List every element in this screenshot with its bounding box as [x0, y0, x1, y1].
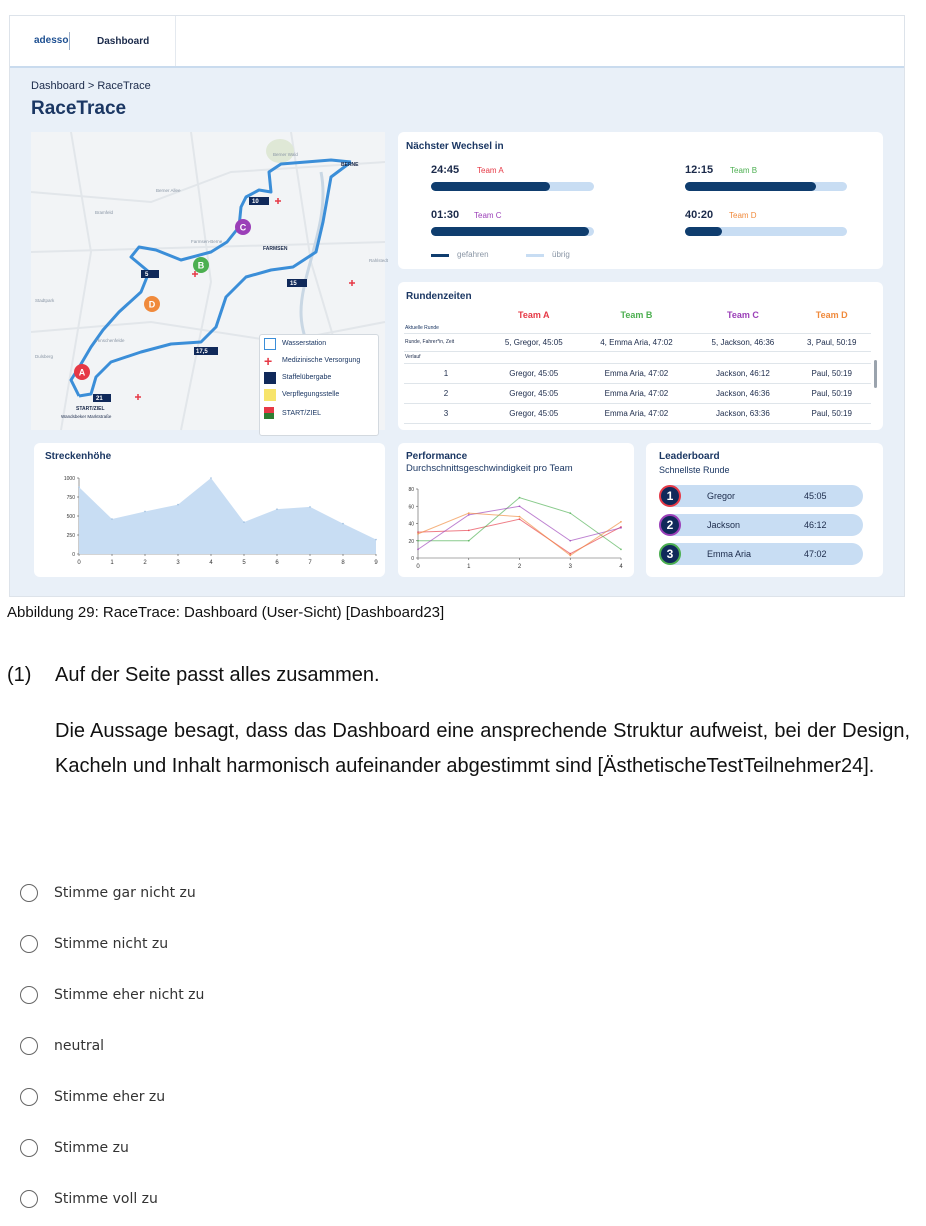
option-stimme-gar-nicht-zu[interactable]: [20, 882, 320, 906]
y-tick-label: 60: [408, 504, 414, 511]
question-number: (1): [7, 664, 32, 686]
breadcrumb[interactable]: Dashboard > RaceTrace: [31, 80, 151, 92]
leaderboard-time: 47:02: [804, 549, 827, 559]
leaderboard-entry-3[interactable]: [659, 543, 863, 565]
label-berne: BERNE: [341, 162, 359, 168]
y-tick-label: 250: [66, 533, 75, 539]
tab-dashboard-label: Dashboard: [97, 36, 150, 47]
question-text: Auf der Seite passt alles zusammen.: [55, 664, 380, 686]
series-point-2: [620, 527, 622, 529]
option-stimme-voll-zu[interactable]: [20, 1188, 320, 1212]
series-point-2: [519, 505, 521, 507]
lap-times-table: [404, 306, 871, 424]
lap-times-card: [398, 282, 883, 430]
x-tick-label: 0: [77, 560, 81, 566]
x-tick-label: 7: [308, 560, 312, 566]
series-line-0: [418, 519, 621, 554]
x-tick-label: 6: [275, 560, 279, 566]
progress-bar-fill: [685, 182, 816, 191]
adesso-logo: adesso: [34, 35, 69, 46]
x-tick-label: 2: [143, 560, 147, 566]
route-map-card[interactable]: [31, 132, 389, 430]
option-label: Stimme voll zu: [54, 1191, 158, 1207]
series-point-2: [417, 548, 419, 550]
radio-button[interactable]: [20, 1037, 38, 1055]
medical-icon: +: [264, 353, 273, 369]
option-neutral[interactable]: [20, 1035, 320, 1059]
lap-table-header-row: [404, 306, 871, 324]
start-finish-flag-icon: [264, 407, 274, 419]
progress-bar-team-b: [685, 182, 847, 191]
elevation-point: [375, 539, 377, 541]
y-tick-label: 20: [408, 538, 414, 545]
current-lap-row: Runde, Fahrer*in, Zeit 5, Gregor, 45:05 4, Emma Aria, 47:02 5, Jackson, 46:36 3, Paul, 50:19: [404, 333, 871, 351]
series-point-3: [417, 533, 419, 535]
x-tick-label: 4: [619, 564, 623, 570]
label-start-ziel: START/ZIEL: [76, 406, 105, 412]
next-change-card: Nächster Wechsel in 24:45 Team A 12:15 Team B 01:30 Team C 40:20 Team D gefahren übrig: [398, 132, 883, 269]
checkpoint-c: C: [239, 222, 247, 233]
option-label: Stimme eher zu: [54, 1089, 166, 1105]
dashboard-screenshot: [9, 15, 905, 597]
elevation-point: [144, 511, 146, 513]
header-team-d: Team D: [815, 310, 848, 320]
performance-card: [398, 443, 634, 577]
marker-17-5: 17,5: [196, 349, 208, 355]
progress-bar-fill: [431, 182, 550, 191]
elevation-point: [78, 486, 80, 488]
option-stimme-zu[interactable]: [20, 1137, 320, 1161]
question-explanation: Die Aussage besagt, dass das Dashboard eine ansprechende Struktur aufweist, bei der Design, Kacheln und Inhalt harmonisch aufeinander abgestimmt sind [ÄsthetischeTestTeilnehmer24].: [55, 720, 910, 777]
header-team-b: Team B: [620, 310, 653, 320]
legend-start-finish: START/ZIEL: [282, 410, 322, 417]
x-tick-label: 4: [209, 560, 213, 566]
y-tick-label: 1000: [63, 476, 75, 482]
x-tick-label: 3: [568, 564, 572, 570]
radio-button[interactable]: [20, 1190, 38, 1208]
checkpoint-b: B: [197, 260, 205, 271]
progress-bar-team-c: [431, 227, 594, 236]
elevation-chart: [34, 443, 385, 577]
place-hinschenfelde: Hinschenfelde: [96, 338, 125, 343]
legend-food: Verpflegungsstelle: [282, 391, 340, 398]
next-change-title: Nächster Wechsel in: [406, 141, 504, 152]
marker-15: 15: [290, 281, 297, 287]
radio-button[interactable]: [20, 935, 38, 953]
x-tick-label: 8: [341, 560, 345, 566]
series-point-3: [519, 516, 521, 518]
table-row: 1 Gregor, 45:05 Emma Aria, 47:02 Jackson, 46:12 Paul, 50:19: [404, 363, 871, 383]
elevation-point: [309, 506, 311, 508]
elevation-point: [276, 508, 278, 510]
series-point-1: [417, 540, 419, 542]
lap-table-scrollbar[interactable]: [874, 360, 877, 388]
current-lap-label: Aktuelle Runde: [405, 325, 439, 332]
option-label: Stimme zu: [54, 1140, 129, 1156]
series-point-1: [569, 512, 571, 514]
progress-bar-team-d: [685, 227, 847, 236]
radio-button[interactable]: [20, 884, 38, 902]
legend-medical: Medizinische Versorgung: [282, 357, 361, 364]
y-tick-label: 40: [408, 521, 414, 528]
leaderboard-name: Jackson: [707, 520, 741, 530]
progress-bar-team-a: [431, 182, 594, 191]
elevation-point: [342, 523, 344, 525]
series-point-3: [620, 521, 622, 523]
elevation-point: [243, 521, 245, 523]
leaderboard-title: Leaderboard: [659, 451, 720, 462]
series-point-1: [468, 540, 470, 542]
progress-bar-fill: [431, 227, 589, 236]
x-tick-label: 2: [517, 564, 522, 570]
option-stimme-eher-nicht-zu[interactable]: [20, 984, 320, 1008]
elevation-card: [34, 443, 385, 577]
series-point-0: [417, 531, 419, 533]
history-label: Verlauf: [405, 354, 421, 360]
header-team-c: Team C: [726, 310, 759, 320]
series-point-2: [468, 514, 470, 516]
leaderboard-subtitle: Schnellste Runde: [659, 465, 730, 475]
leaderboard-name: Emma Aria: [707, 549, 752, 559]
place-dulsberg: Dulsberg: [35, 354, 54, 359]
checkpoint-a: A: [78, 367, 86, 378]
logo-divider: [69, 32, 70, 50]
option-label: Stimme nicht zu: [54, 936, 169, 952]
y-tick-label: 750: [66, 495, 75, 501]
leaderboard-card: [646, 443, 883, 577]
radio-button[interactable]: [20, 1139, 38, 1157]
radio-button[interactable]: [20, 1088, 38, 1106]
y-tick-label: 80: [408, 487, 414, 493]
performance-title: Performance: [406, 451, 468, 462]
x-tick-label: 3: [176, 560, 180, 566]
marker-5: 5: [145, 272, 149, 278]
series-point-3: [569, 555, 571, 557]
option-label: neutral: [54, 1038, 105, 1054]
leaderboard-entry-1[interactable]: [659, 485, 863, 507]
rank-badge: 3: [659, 543, 681, 565]
radio-button[interactable]: [20, 986, 38, 1004]
place-stadtpark: Stadtpark: [35, 298, 55, 303]
option-label: Stimme gar nicht zu: [54, 885, 196, 901]
marker-10: 10: [252, 199, 259, 205]
series-point-0: [468, 530, 470, 532]
elevation-point: [210, 477, 212, 479]
place-rahlstedt: Rahlstedt: [369, 258, 389, 263]
x-tick-label: 5: [242, 560, 246, 566]
option-stimme-eher-zu[interactable]: [20, 1086, 320, 1110]
table-row: 3 Gregor, 45:05 Emma Aria, 47:02 Jackson, 63:36 Paul, 50:19: [404, 403, 871, 423]
top-navigation-bar: [10, 16, 904, 68]
progress-bar-fill: [685, 227, 722, 236]
series-point-3: [468, 512, 470, 514]
map-legend: [259, 334, 379, 436]
legend-left-label: übrig: [552, 250, 570, 259]
label-farmsen: FARMSEN: [263, 246, 288, 252]
tab-dashboard[interactable]: [87, 16, 176, 66]
series-point-2: [569, 540, 571, 542]
performance-subtitle: Durchschnittsgeschwindigkeit pro Team: [406, 463, 573, 474]
rank-badge: 1: [659, 485, 681, 507]
x-tick-label: 9: [374, 560, 378, 566]
leaderboard-time: 45:05: [804, 491, 827, 501]
option-stimme-nicht-zu[interactable]: [20, 933, 320, 957]
elevation-area: [79, 478, 376, 554]
x-tick-label: 1: [110, 560, 114, 566]
marker-21: 21: [96, 396, 103, 402]
lap-times-title: Rundenzeiten: [406, 291, 472, 302]
performance-chart: [398, 443, 634, 577]
leaderboard-entry-2[interactable]: [659, 514, 863, 536]
page-title: RaceTrace: [31, 98, 127, 119]
y-tick-label: 0: [411, 556, 414, 562]
place-bramfeld: Bramfeld: [95, 210, 114, 215]
rank-badge: 2: [659, 514, 681, 536]
elevation-point: [111, 518, 113, 520]
figure-caption: Abbildung 29: RaceTrace: Dashboard (User-Sicht) [Dashboard23]: [7, 604, 445, 621]
y-tick-label: 500: [66, 514, 75, 520]
legend-done-swatch: [431, 254, 449, 257]
relay-handover-icon: [264, 372, 276, 384]
place-wandsbek: Wandsbeker Marktstraße: [61, 414, 112, 419]
series-point-1: [620, 548, 622, 550]
place-berner-allee: Berner Allee: [156, 188, 181, 193]
legend-relay: Staffelübergabe: [282, 374, 332, 381]
x-tick-label: 0: [416, 564, 420, 570]
series-point-0: [519, 518, 521, 520]
leaderboard-name: Gregor: [707, 491, 736, 501]
legend-water: Wasserstation: [282, 340, 327, 347]
current-lap-sublabel: Runde, Fahrer*in, Zeit: [405, 339, 455, 345]
place-berner-wald: Berner Wald: [273, 152, 298, 157]
legend-left-swatch: [526, 254, 544, 257]
table-row: 2 Gregor, 45:05 Emma Aria, 47:02 Jackson, 46:36 Paul, 50:19: [404, 383, 871, 403]
leaderboard-time: 46:12: [804, 520, 827, 530]
option-label: Stimme eher nicht zu: [54, 987, 205, 1003]
place-farmsen-berne: Farmsen-Berne: [191, 239, 223, 244]
food-station-icon: [264, 389, 276, 401]
header-team-a: Team A: [517, 310, 550, 320]
x-tick-label: 1: [467, 564, 471, 570]
series-point-1: [519, 497, 521, 499]
y-tick-label: 0: [72, 552, 75, 558]
legend-done-label: gefahren: [457, 250, 489, 259]
elevation-title: Streckenhöhe: [45, 451, 112, 462]
elevation-point: [177, 504, 179, 506]
water-station-icon: [264, 338, 276, 350]
checkpoint-d: D: [148, 299, 156, 310]
